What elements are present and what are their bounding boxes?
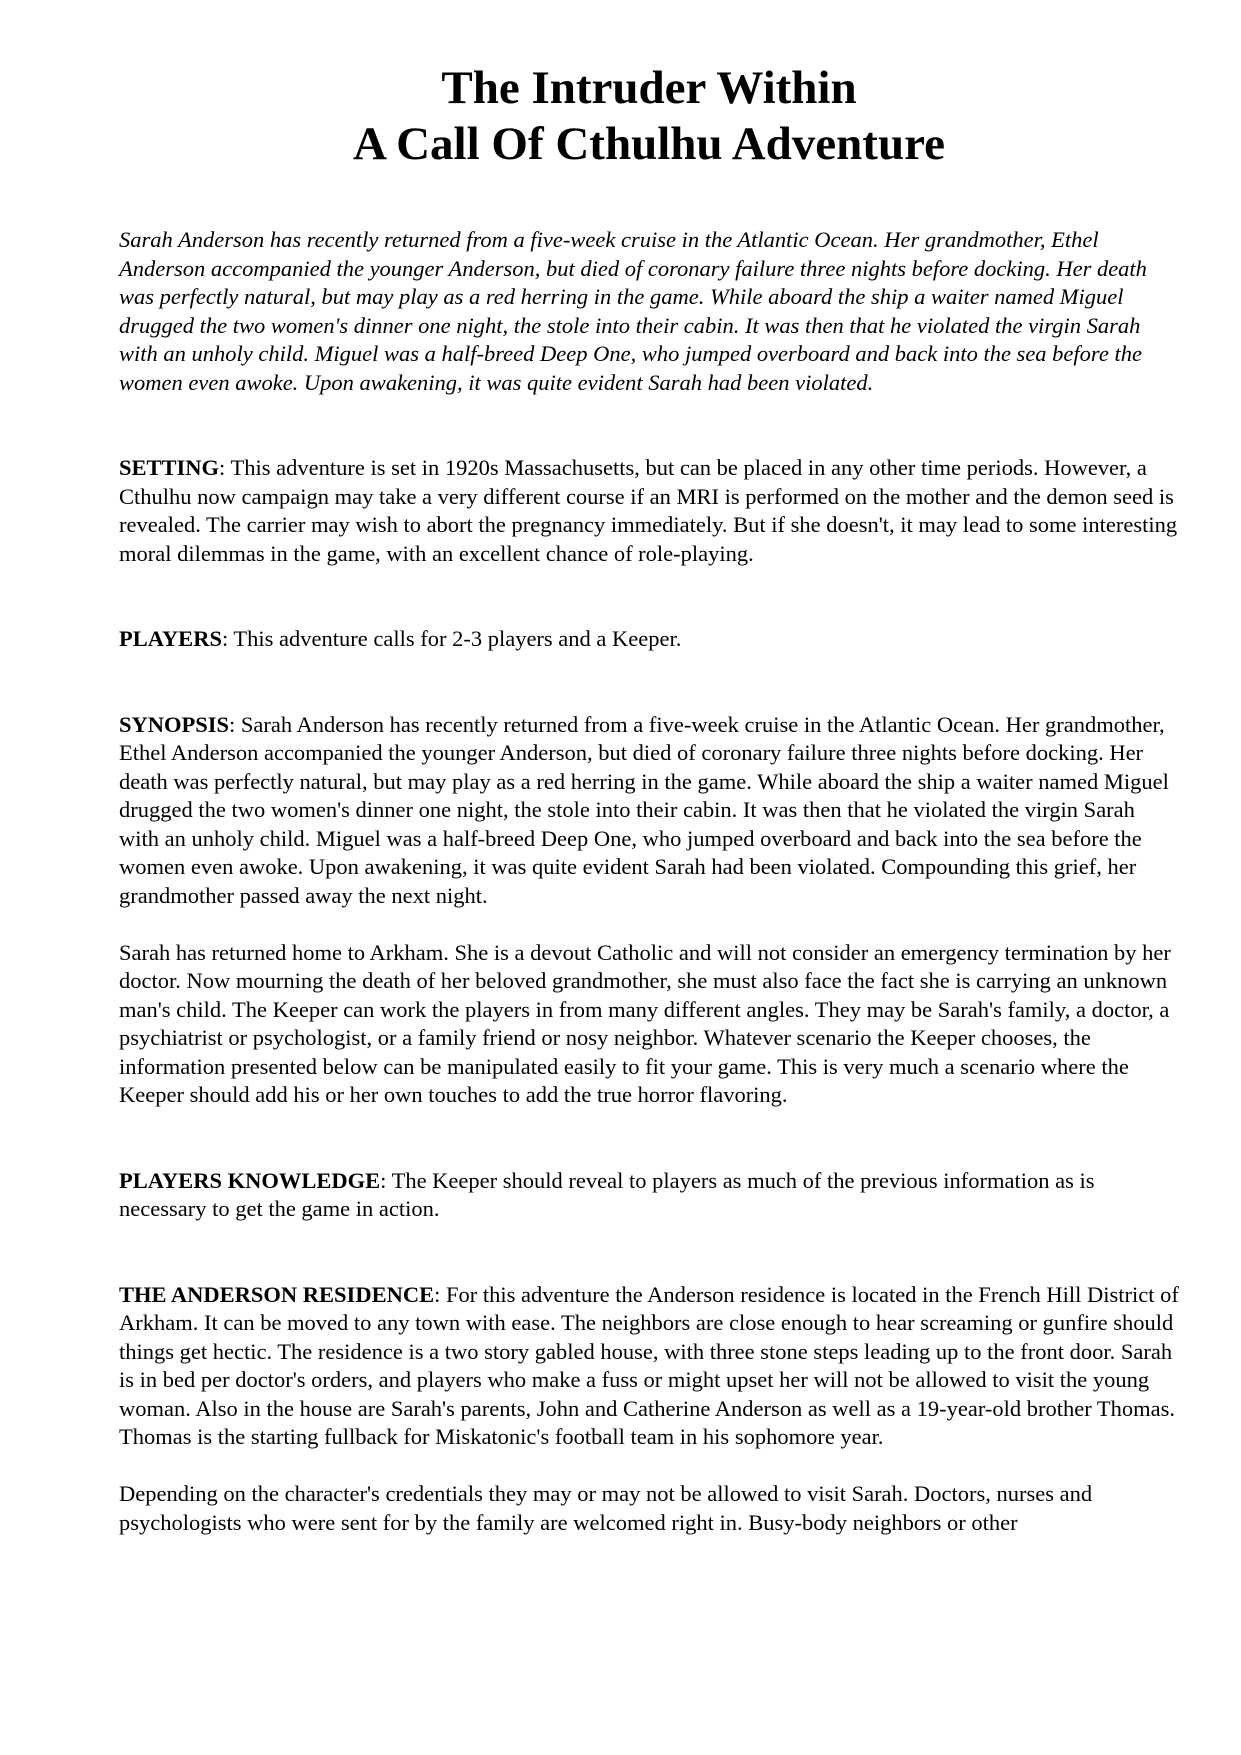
- residence-text: : For this adventure the Anderson residence is located in the French Hill District of Arkham. It can be moved to any town with ease. The neighbors are close enough to hear screaming or gunfire should things get hectic. The residence is a two story gabled house, with three stone steps leading up to the front door. Sarah is in bed per doctor's orders, and players who make a fuss or might upset her will not be allowed to visit the young woman. Also in the house are Sarah's parents, John and Catherine Anderson as well as a 19-year-old brother Thomas. Thomas is the starting fullback for Miskatonic's football team in his sophomore year.: [119, 1281, 1179, 1449]
- players-label: PLAYERS: [119, 626, 222, 651]
- players-knowledge-text: : The Keeper should reveal to players as much of the previous information as is necessary to get the game in action.: [119, 1167, 1095, 1221]
- players-knowledge-paragraph: [119, 1167, 1179, 1224]
- players-knowledge-label: PLAYERS KNOWLEDGE: [119, 1167, 381, 1193]
- document-title: [119, 60, 1179, 172]
- setting-paragraph: [119, 454, 1179, 568]
- residence-label: THE ANDERSON RESIDENCE: [119, 1281, 435, 1307]
- residence-paragraph-2: Depending on the character's credentials they may or may not be allowed to visit Sarah. Doctors, nurses and psychologists who were sent for by the family are welcomed right in. Busy-body neighbors or other: [119, 1481, 1093, 1535]
- players-text: : This adventure calls for 2-3 players and a Keeper.: [221, 626, 682, 651]
- synopsis-paragraph: [119, 711, 1179, 911]
- synopsis-paragraph-2: Sarah has returned home to Arkham. She is a devout Catholic and will not consider an emergency termination by her doctor. Now mourning the death of her beloved grandmother, she must also face the fact she is carrying an unknown man's child. The Keeper can work the players in from many different angles. They may be Sarah's family, a doctor, a psychiatrist or psychologist, or a family friend or nosy neighbor. Whatever scenario the Keeper chooses, the information presented below can be manipulated easily to fit your game. This is very much a scenario where the Keeper should add his or her own touches to add the true horror flavoring.: [119, 939, 1171, 1107]
- synopsis-text: : Sarah Anderson has recently returned from a five-week cruise in the Atlantic Ocean. Her grandmother, Ethel Anderson accompanied the younger Anderson, but died of coronary failure three nights before docking. Her death was perfectly natural, but may play as a red herring in the game. While aboard the ship a waiter named Miguel drugged the two women's dinner one night, the stole into their cabin. It was then that he violated the virgin Sarah with an unholy child. Miguel was a half-breed Deep One, who jumped overboard and back into the sea before the women even awoke. Upon awakening, it was quite evident Sarah had been violated. Compounding this grief, her grandmother passed away the next night.: [119, 711, 1169, 908]
- document-page: [119, 60, 1179, 1537]
- intro-paragraph: Sarah Anderson has recently returned from a five-week cruise in the Atlantic Ocean. Her grandmother, Ethel Anderson accompanied the younger Anderson, but died of coronary failure three nights before docking. Her death was perfectly natural, but may play as a red herring in the game. While aboard the ship a waiter named Miguel drugged the two women's dinner one night, the stole into their cabin. It was then that he violated the virgin Sarah with an unholy child. Miguel was a half-breed Deep One, who jumped overboard and back into the sea before the women even awoke. Upon awakening, it was quite evident Sarah had been violated.: [119, 227, 1147, 395]
- title-line-1: The Intruder Within: [441, 62, 857, 114]
- synopsis-label: SYNOPSIS: [119, 711, 230, 737]
- setting-label: SETTING: [119, 455, 220, 480]
- residence-paragraph: [119, 1281, 1179, 1452]
- setting-text: : This adventure is set in 1920s Massachusetts, but can be placed in any other time periods. However, a Cthulhu now campaign may take a very different course if an MRI is performed on the mother and the demon seed is revealed. The carrier may wish to abort the pregnancy immediately. But if she doesn't, it may lead to some interesting moral dilemmas in the game, with an excellent chance of role-playing.: [119, 455, 1178, 566]
- players-paragraph: [119, 625, 1179, 654]
- title-line-2: A Call Of Cthulhu Adventure: [353, 118, 945, 170]
